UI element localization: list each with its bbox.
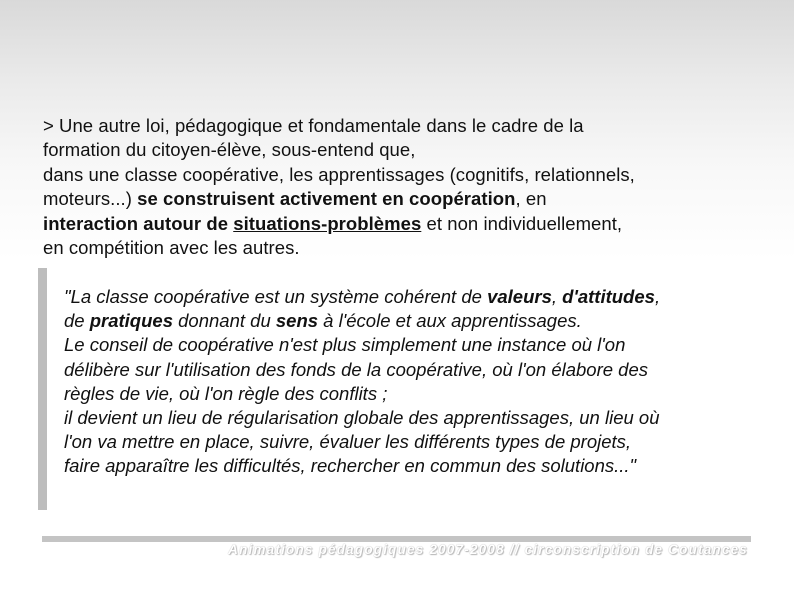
quote-paragraph bbox=[64, 285, 779, 479]
quote-text: , bbox=[654, 286, 661, 307]
quote-line: l'on va mettre en place, suivre, évaluer les différents types de projets, bbox=[64, 431, 632, 453]
intro-line bbox=[43, 187, 763, 211]
intro-emphasis-interaction: interaction autour de bbox=[43, 212, 234, 234]
quote-emphasis-valeurs: valeurs bbox=[487, 286, 552, 307]
intro-emphasis-situations-problemes: situations-problèmes bbox=[233, 212, 422, 234]
quote-text: à l'école et aux apprentissages. bbox=[318, 310, 582, 332]
quote-bar bbox=[38, 268, 47, 510]
quote-emphasis-sens: sens bbox=[275, 310, 319, 332]
intro-line: en compétition avec les autres. bbox=[43, 237, 300, 259]
intro-line: formation du citoyen-élève, sous-entend que, bbox=[43, 139, 416, 161]
intro-text: et non individuellement, bbox=[421, 212, 623, 234]
intro-line bbox=[43, 212, 763, 236]
intro-line: > Une autre loi, pédagogique et fondamentale dans le cadre de la bbox=[43, 115, 584, 136]
quote-line: délibère sur l'utilisation des fonds de la coopérative, où l'on élabore des bbox=[64, 358, 649, 380]
quote-text: de bbox=[64, 310, 90, 332]
intro-text: , en bbox=[515, 188, 547, 210]
quote-line bbox=[64, 309, 779, 333]
quote-text: "La classe coopérative est un système cohérent de bbox=[64, 286, 488, 307]
quote-line: faire apparaître les difficultés, rechercher en commun des solutions..." bbox=[64, 455, 637, 477]
quote-line bbox=[64, 285, 779, 309]
intro-line: dans une classe coopérative, les apprentissages (cognitifs, relationnels, bbox=[43, 163, 635, 185]
quote-text: , bbox=[551, 286, 563, 307]
quote-line: règles de vie, où l'on règle des conflits ; bbox=[64, 382, 388, 404]
quote-emphasis-pratiques: pratiques bbox=[89, 310, 173, 332]
footer-caption: Animations pédagogiques 2007-2008 // circonscription de Coutances bbox=[228, 542, 748, 557]
intro-text: moteurs...) bbox=[43, 188, 138, 210]
quote-line: il devient un lieu de régularisation globale des apprentissages, un lieu où bbox=[64, 407, 660, 429]
quote-text: donnant du bbox=[173, 310, 276, 332]
intro-emphasis-cooperation: se construisent activement en coopération bbox=[137, 188, 516, 210]
quote-line: Le conseil de coopérative n'est plus simplement une instance où l'on bbox=[64, 334, 626, 356]
intro-paragraph bbox=[43, 114, 763, 260]
quote-emphasis-attitudes: d'attitudes bbox=[562, 286, 655, 307]
